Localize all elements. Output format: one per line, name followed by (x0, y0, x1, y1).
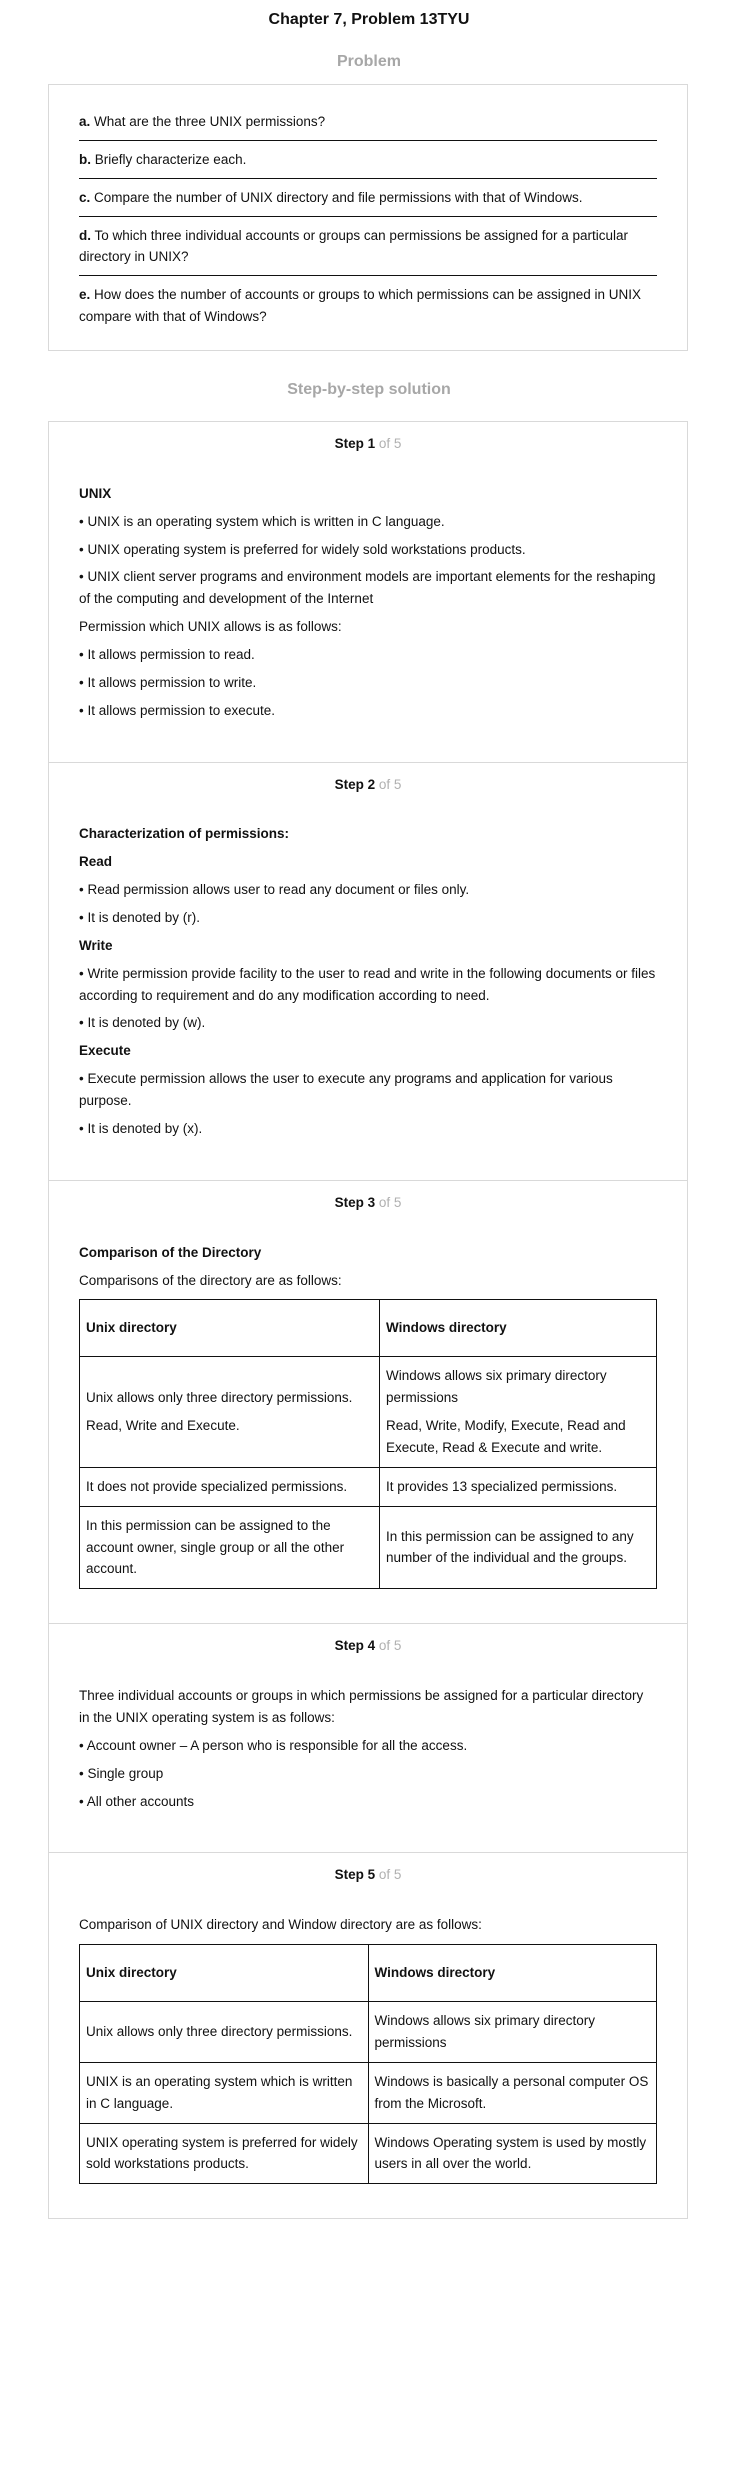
table-cell (80, 1506, 380, 1589)
table-header-row (80, 1300, 657, 1357)
table-cell (80, 2002, 369, 2063)
question-item (79, 276, 657, 342)
question-text: Compare the number of UNIX directory and file permissions with that of Windows. (94, 189, 583, 205)
step-text: • It allows permission to read. (79, 647, 255, 663)
step-2 (49, 763, 687, 1181)
step-count: of 5 (375, 776, 402, 792)
question-text: To which three individual accounts or groups can permissions be assigned for a particular directory in UNIX? (79, 227, 629, 265)
step-text: Comparisons of the directory are as follows: (79, 1272, 342, 1288)
step-text: • It allows permission to write. (79, 674, 257, 690)
step-header (79, 1635, 657, 1657)
step-4 (49, 1624, 687, 1853)
table-cell-text: Read, Write and Execute. (86, 1418, 240, 1434)
step-text: • It is denoted by (x). (79, 1120, 203, 1136)
table-cell (380, 1467, 657, 1506)
step-3 (49, 1181, 687, 1624)
question-item (79, 141, 657, 179)
comparison-table (79, 1299, 657, 1589)
step-text: Permission which UNIX allows is as follows: (79, 619, 342, 635)
question-text: Briefly characterize each. (94, 151, 247, 167)
table-cell (380, 1506, 657, 1589)
table-cell (380, 1357, 657, 1467)
question-letter: e. (79, 287, 91, 303)
question-text: How does the number of accounts or groups to which permissions can be assigned in UNIX compare with that of Windows? (79, 287, 642, 325)
question-letter: b. (79, 151, 91, 167)
table-cell-text: UNIX is an operating system which is written in C language. (86, 2073, 353, 2111)
step-text: • All other accounts (79, 1793, 195, 1809)
step-text: • UNIX operating system is preferred for widely sold workstations products. (79, 541, 526, 557)
table-cell-text: It provides 13 specialized permissions. (386, 1478, 618, 1494)
step-label: Step 1 (334, 436, 376, 452)
step-subheading: Execute (79, 1043, 131, 1059)
table-header-cell: Unix directory (80, 1300, 380, 1357)
table-cell-text: Windows Operating system is used by mostly users in all over the world. (374, 2134, 647, 2172)
table-header-cell: Windows directory (368, 1945, 657, 2002)
table-row (80, 2062, 657, 2123)
table-cell (80, 1357, 380, 1467)
step-count: of 5 (375, 1867, 402, 1883)
step-label: Step 5 (334, 1867, 376, 1883)
table-cell (368, 2123, 657, 2184)
step-text: • Single group (79, 1765, 164, 1781)
table-row (80, 1467, 657, 1506)
step-label: Step 4 (334, 1638, 376, 1654)
question-item (79, 179, 657, 217)
step-text: Three individual accounts or groups in which permissions be assigned for a particular directory in the UNIX operating system is as follows: (79, 1688, 644, 1725)
step-subheading: Write (79, 937, 113, 953)
question-letter: d. (79, 227, 91, 243)
table-cell-text: Unix allows only three directory permissions. (86, 2024, 353, 2040)
step-text: • UNIX client server programs and environment models are important elements for the reshaping of the computing and development of the Internet (79, 569, 656, 607)
table-row (80, 1357, 657, 1467)
solution-heading: Step-by-step solution (287, 381, 451, 399)
table-cell-text: In this permission can be assigned to the account owner, single group or all the other account. (86, 1517, 345, 1577)
table-cell-text: In this permission can be assigned to any number of the individual and the groups. (386, 1528, 634, 1566)
table-cell (368, 2062, 657, 2123)
step-text: • Read permission allows user to read any document or files only. (79, 882, 470, 898)
table-cell-text: Read, Write, Modify, Execute, Read and Execute, Read & Execute and write. (386, 1418, 626, 1455)
step-text: • It is denoted by (w). (79, 1015, 206, 1031)
table-cell (80, 2062, 369, 2123)
step-count: of 5 (375, 1638, 402, 1654)
step-subheading: Read (79, 854, 113, 870)
question-item (79, 217, 657, 277)
step-header (79, 1864, 657, 1886)
table-header-cell: Windows directory (380, 1300, 657, 1357)
page-title: Chapter 7, Problem 13TYU (268, 11, 470, 28)
step-text: • It allows permission to execute. (79, 702, 276, 718)
step-count: of 5 (375, 1194, 402, 1210)
table-cell (80, 2123, 369, 2184)
problem-heading: Problem (336, 53, 401, 70)
step-count: of 5 (375, 436, 402, 452)
table-header-cell: Unix directory (80, 1945, 369, 2002)
table-cell (80, 1467, 380, 1506)
step-subheading: Characterization of permissions: (79, 826, 290, 842)
comparison-table (79, 1944, 657, 2184)
problem-card (48, 84, 688, 351)
step-subheading: UNIX (79, 485, 112, 501)
step-text: • Account owner – A person who is responsible for all the access. (79, 1737, 468, 1753)
step-header (79, 1192, 657, 1214)
step-text: • UNIX is an operating system which is written in C language. (79, 513, 445, 529)
table-cell-text: UNIX operating system is preferred for widely sold workstations products. (86, 2134, 358, 2172)
table-cell-text: Windows is basically a personal computer OS from the Microsoft. (374, 2073, 649, 2111)
solution-card (48, 421, 688, 2219)
table-cell-text: Windows allows six primary directory permissions (386, 1368, 607, 1406)
step-1 (49, 422, 687, 763)
step-subheading: Comparison of the Directory (79, 1244, 262, 1260)
step-label: Step 2 (334, 776, 376, 792)
table-row (80, 2002, 657, 2063)
question-letter: a. (79, 114, 91, 129)
table-cell (368, 2002, 657, 2063)
step-header (79, 774, 657, 796)
question-letter: c. (79, 189, 91, 205)
table-header-row (80, 1945, 657, 2002)
step-text: • Write permission provide facility to the user to read and write in the following documents or files according to requirement and do any modification according to need. (79, 965, 656, 1003)
step-text: • Execute permission allows the user to execute any programs and application for various purpose. (79, 1071, 613, 1109)
step-text: • It is denoted by (r). (79, 910, 201, 926)
step-5 (49, 1853, 687, 2218)
table-cell-text: Windows allows six primary directory permissions (374, 2013, 596, 2050)
step-label: Step 3 (334, 1194, 376, 1210)
step-text: Comparison of UNIX directory and Window directory are as follows: (79, 1917, 482, 1933)
question-text: What are the three UNIX permissions? (94, 114, 326, 129)
question-item (79, 103, 657, 141)
step-header (79, 433, 657, 455)
table-cell-text: Unix allows only three directory permissions. (86, 1390, 353, 1406)
table-row (80, 2123, 657, 2184)
table-row (80, 1506, 657, 1589)
table-cell-text: It does not provide specialized permissions. (86, 1478, 348, 1494)
